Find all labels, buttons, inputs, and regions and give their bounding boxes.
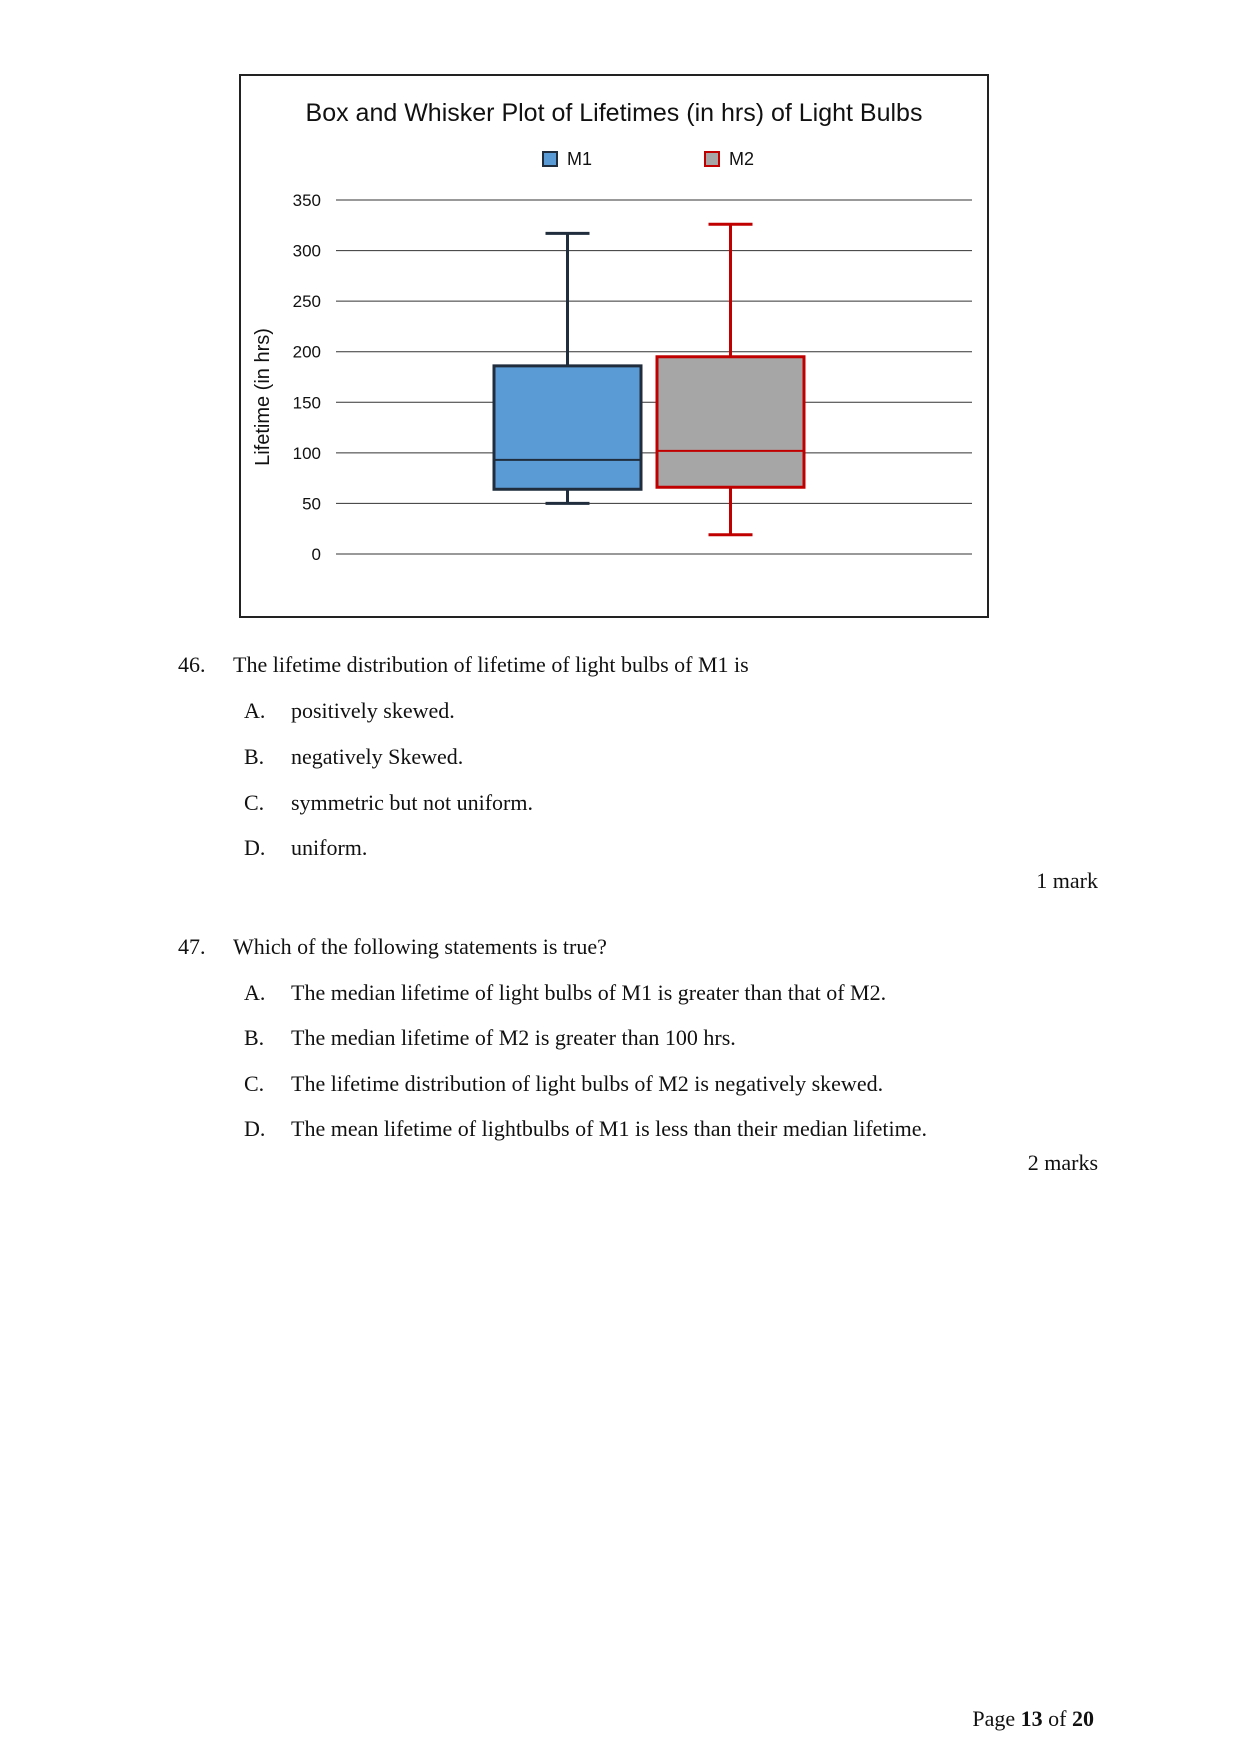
y-tick-label: 300 [292, 241, 321, 261]
legend-swatch-m1 [543, 152, 557, 166]
footer-prefix: Page [972, 1706, 1016, 1731]
option-46-a [244, 698, 455, 724]
y-axis-label: Lifetime (in hrs) [252, 328, 274, 466]
page-footer [972, 1706, 1094, 1732]
option-text: symmetric but not uniform. [291, 790, 533, 815]
option-letter: B. [244, 744, 265, 769]
footer-of: of [1048, 1706, 1067, 1731]
option-letter: B. [244, 1025, 265, 1050]
y-tick-label: 200 [292, 342, 321, 362]
footer-page-number: 13 [1020, 1706, 1043, 1731]
question-number: 46. [178, 652, 206, 677]
question-text: The lifetime distribution of lifetime of light bulbs of M1 is [233, 652, 749, 677]
y-tick-label: 150 [292, 393, 321, 413]
option-text: uniform. [291, 835, 368, 860]
option-letter: D. [244, 835, 266, 860]
chart-frame [239, 74, 989, 618]
box-plot-chart [241, 76, 987, 616]
option-47-b [244, 1025, 736, 1051]
legend-swatch-m2 [705, 152, 719, 166]
option-text: The median lifetime of light bulbs of M1 is greater than that of M2. [291, 980, 887, 1005]
option-text: negatively Skewed. [291, 744, 464, 769]
option-47-c [244, 1071, 883, 1097]
option-46-c [244, 790, 533, 816]
option-letter: D. [244, 1116, 266, 1141]
option-text: positively skewed. [291, 698, 455, 723]
y-tick-label: 50 [302, 494, 321, 514]
y-tick-label: 250 [292, 292, 321, 312]
legend-label-m1: M1 [567, 149, 593, 169]
y-tick-label: 0 [311, 545, 321, 564]
footer-total-pages: 20 [1072, 1706, 1094, 1731]
option-letter: A. [244, 698, 266, 723]
option-47-d [244, 1116, 927, 1142]
option-46-b [244, 744, 463, 770]
box-m1 [494, 366, 641, 489]
legend-label-m2: M2 [729, 149, 755, 169]
marks-47: 2 marks [1027, 1150, 1098, 1175]
option-46-d [244, 835, 367, 861]
option-text: The mean lifetime of lightbulbs of M1 is less than their median lifetime. [291, 1116, 928, 1141]
y-tick-label: 100 [292, 443, 321, 463]
option-text: The lifetime distribution of light bulbs of M2 is negatively skewed. [291, 1071, 884, 1096]
option-letter: C. [244, 790, 265, 815]
marks-46: 1 mark [1036, 868, 1098, 893]
option-text: The median lifetime of M2 is greater than 100 hrs. [291, 1025, 736, 1050]
option-letter: C. [244, 1071, 265, 1096]
option-letter: A. [244, 980, 266, 1005]
box-m2 [657, 357, 804, 487]
chart-title: Box and Whisker Plot of Lifetimes (in hrs) of Light Bulbs [305, 99, 923, 127]
option-47-a [244, 980, 886, 1006]
question-text: Which of the following statements is true? [233, 934, 607, 959]
y-tick-label: 350 [292, 191, 321, 210]
question-number: 47. [178, 934, 206, 959]
